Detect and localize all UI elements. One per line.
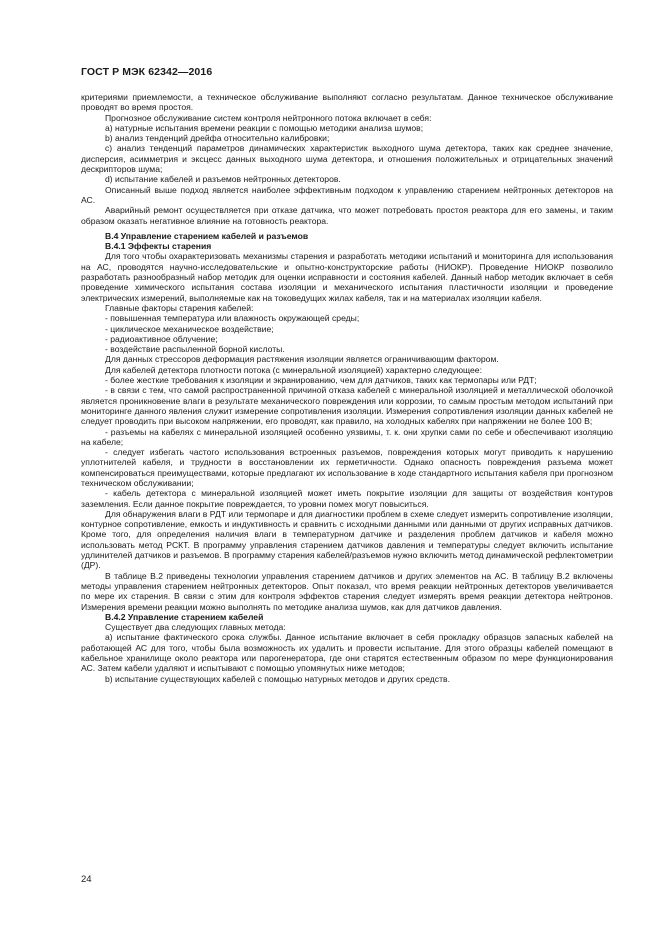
page-number: 24 (81, 874, 92, 885)
paragraph: - в связи с тем, что самой распространенной причиной отказа кабелей с минеральной изоляцией и металлической оболочкой является проникновение влаги в результате механического повреждения или коррозии, то самым простым методом испытаний при мониторинге данного явления служит измерение сопротивления изоляции. Измерения сопротивления изоляции данных кабелей не следует проводить при высоком напряжении, его проводят, как правило, на холодных кабелях при напряжении не более 100 В; (81, 385, 613, 427)
section-heading: В.4.2 Управление старением кабелей (105, 611, 264, 622)
document-body (81, 92, 613, 684)
section-heading: В.4 Управление старением кабелей и разъемов (105, 230, 309, 241)
paragraph: - разъемы на кабелях с минеральной изоляцией особенно уязвимы, т. к. они хрупки сами по себе и обеспечивают изоляцию на кабеле; (81, 426, 613, 447)
paragraph: - повышенная температура или влажность окружающей среды; (105, 313, 360, 324)
paragraph: Для кабелей детектора плотности потока (с минеральной изоляцией) характерно следующее: (105, 364, 482, 375)
paragraph: b) испытание существующих кабелей с помощью натурных методов и других средств. (105, 673, 450, 684)
paragraph: Для данных стрессоров деформация растяжения изоляции является ограничивающим фактором. (105, 354, 499, 365)
paragraph: b) анализ тенденций дрейфа относительно калибровки; (105, 133, 330, 144)
paragraph: c) анализ тенденций параметров динамических характеристик выходного шума детектора, таких как среднее значение, дисперсия, асимметрия и эксцесс данных выходного шума детектора, и отношения положительных и отрицательных значений дескрипторов шума; (81, 143, 613, 175)
document-header: ГОСТ Р МЭК 62342—2016 (81, 66, 213, 78)
paragraph: Для обнаружения влаги в РДТ или термопаре и для диагностики проблем в схеме следует измерить сопротивление изоляции, контурное сопротивление, емкость и индуктивность и сравнить с исходными данными или данными от других исправных датчиков. Кроме того, для определения наличия влаги в температурном датчике и разделения проблем датчиков и кабеля можно использовать метод РСКТ. В программу управления старением датчиков давления и температуры следует включить испытание удлинителей датчиков и разъемов. В программу старения кабелей/разъемов нужно включить метод динамической рефлектометрии (ДР). (81, 508, 613, 571)
paragraph: - более жесткие требования к изоляции и экранированию, чем для датчиков, таких как термопары или РДТ; (105, 375, 537, 386)
paragraph: a) натурные испытания времени реакции с помощью методики анализа шумов; (105, 122, 424, 133)
paragraph: Существует два следующих главных метода: (105, 622, 286, 633)
paragraph: a) испытание фактического срока службы. Данное испытание включает в себя прокладку образцов запасных кабелей на работающей АС для того, чтобы была возможность их удалить и провести испытание. Для этого образцы кабелей помещают в кабельное хранилище около реактора или парогенератора, где они старятся естественным образом по мере функционирования АС. Затем кабели удаляют и испытывают с помощью упомянутых ниже методов; (81, 632, 613, 674)
paragraph: критериями приемлемости, а техническое обслуживание выполняют согласно результатам. Данное техническое обслуживание проводят во время простоя. (81, 92, 613, 113)
paragraph: - радиоактивное облучение; (105, 333, 218, 344)
paragraph: - кабель детектора с минеральной изоляцией может иметь покрытие изоляции для защиты от воздействия контуров заземления. Если данное покрытие повреждается, то уровни помех могут повыситься. (81, 488, 613, 509)
paragraph: Для того чтобы охарактеризовать механизмы старения и разработать методики испытаний и мониторинга для использования на АС, проводятся научно-исследовательские и опытно-конструкторские работы (НИОКР). Проведение НИОКР позволило разработать разнообразный набор методик для оценки исправности и состояния кабелей. Данный набор методик включает в себя проведение химического испытания состава изоляции и механического испытания пластичности изоляции и проведение электрических измерений, выполняемые как на токоведущих жилах кабеля, так и на материалах изоляции кабеля. (81, 251, 613, 303)
paragraph: - циклическое механическое воздействие; (105, 323, 274, 334)
paragraph: - воздействие распыленной борной кислоты. (105, 344, 285, 355)
paragraph: d) испытание кабелей и разъемов нейтронных детекторов. (105, 174, 341, 185)
paragraph: В таблице В.2 приведены технологии управления старением датчиков и других элементов на АС. В таблицу В.2 включены методы управления старением нейтронных детекторов. Опыт показал, что время реакции нейтронных детекторов увеличивается по мере их старения. В связи с этим для контроля эффектов старения следует измерять время реакции детектора нейтронов. Измерения времени реакции можно выполнять по методике анализа шумов, как для датчиков давления. (81, 570, 613, 612)
section-heading: В.4.1 Эффекты старения (105, 241, 212, 252)
paragraph: Прогнозное обслуживание систем контроля нейтронного потока включает в себя: (105, 112, 432, 123)
paragraph: Главные факторы старения кабелей: (105, 302, 254, 313)
paragraph: Описанный выше подход является наиболее эффективным подходом к управлению старением нейтронных детекторов на АС. (81, 184, 613, 205)
paragraph: - следует избегать частого использования встроенных разъемов, повреждения которых могут приводить к нарушению уплотнителей кабеля, и трудности в восстановлении их герметичности. Однако опасность повреждения разъема может компенсироваться преимуществами, которые предлагают их использование в ходе стандартного испытания кабеля при прогнозном техническом обслуживании; (81, 447, 613, 488)
paragraph: Аварийный ремонт осуществляется при отказе датчика, что может потребовать простоя реактора для его замены, и таким образом оказать негативное влияние на готовность реактора. (81, 205, 613, 226)
